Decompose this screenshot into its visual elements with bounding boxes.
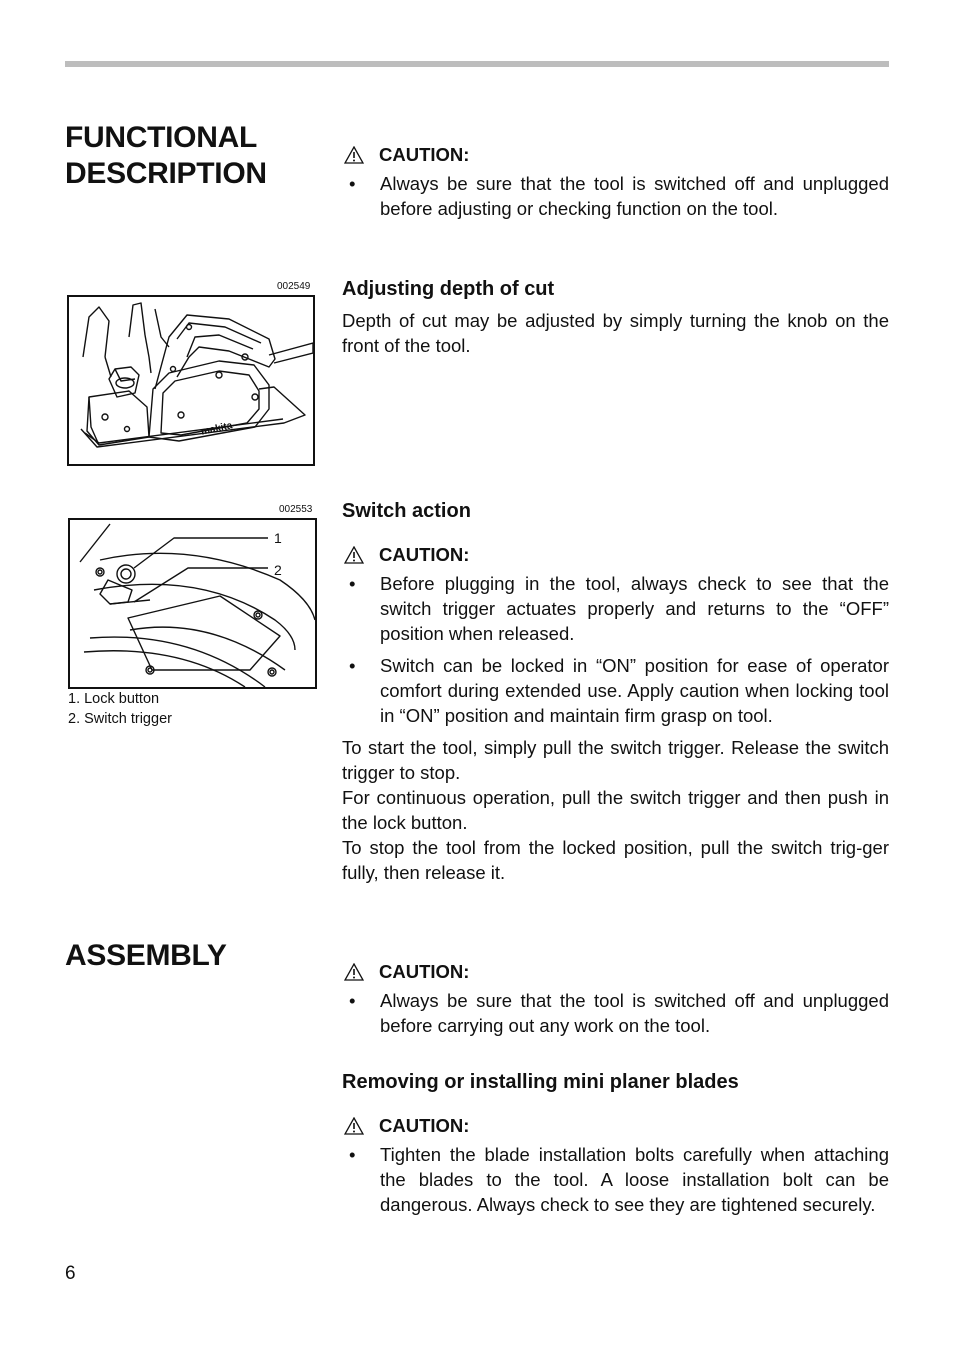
- list-item: • Always be sure that the tool is switched off and unplugged before carrying out any work on the tool.: [349, 990, 889, 1036]
- subheading-depth-of-cut: Adjusting depth of cut: [342, 278, 555, 300]
- caution-heading: [342, 542, 889, 567]
- switch-illustration: [70, 520, 315, 687]
- heading-functional-description: FUNCTIONAL DESCRIPTION: [65, 121, 267, 190]
- heading-assembly: ASSEMBLY: [65, 939, 227, 972]
- warning-triangle-icon: [344, 1117, 364, 1135]
- paragraph: For continuous operation, pull the switch trigger and then push in the lock button.: [342, 787, 889, 833]
- figure-legend: [68, 689, 172, 729]
- top-rule: [65, 61, 889, 67]
- switch-action-section: [342, 498, 889, 885]
- caution-heading: [342, 1113, 889, 1138]
- legend-item-switch-trigger: 2. Switch trigger: [68, 711, 172, 727]
- figure-1-code: 002549: [277, 281, 311, 292]
- subheading-switch-action: Switch action: [342, 500, 471, 522]
- list-item: • Before plugging in the tool, always check to see that the switch trigger actuates properly and returns to the “OFF” position when released.: [349, 573, 889, 644]
- caution-block-1: [342, 142, 889, 228]
- warning-triangle-icon: [344, 146, 364, 164]
- page-number: 6: [65, 1263, 76, 1284]
- blades-section: [342, 1069, 889, 1224]
- planer-illustration: [69, 297, 313, 464]
- paragraph: To start the tool, simply pull the switch trigger. Release the switch trigger to stop.: [342, 737, 889, 783]
- caution-heading: [342, 959, 889, 984]
- list-item: • Tighten the blade installation bolts carefully when attaching the blades to the tool. A loose installation bolt can be dangerous. Always check to see they are tightened securely.: [349, 1144, 889, 1215]
- depth-of-cut-section: [342, 276, 889, 358]
- warning-triangle-icon: [344, 963, 364, 981]
- warning-triangle-icon: [344, 546, 364, 564]
- caution-label: CAUTION:: [379, 961, 470, 982]
- callout-1: 1: [274, 530, 282, 546]
- legend-item-lock-button: 1. Lock button: [68, 691, 160, 707]
- figure-2-code: 002553: [279, 504, 313, 515]
- figure-switch-closeup: [68, 518, 317, 689]
- paragraph: To stop the tool from the locked position, pull the switch trig-ger fully, then release it.: [342, 837, 889, 883]
- figure-planer-depth-knob: [67, 295, 315, 466]
- caution-label: CAUTION:: [379, 1115, 470, 1136]
- subheading-blades: Removing or installing mini planer blades: [342, 1071, 739, 1093]
- caution-heading: [342, 142, 889, 167]
- caution-label: CAUTION:: [379, 144, 470, 165]
- caution-block-assembly: [342, 959, 889, 1045]
- caution-label: CAUTION:: [379, 544, 470, 565]
- brand-logo: makita: [200, 420, 234, 438]
- depth-of-cut-text: Depth of cut may be adjusted by simply turning the knob on the front of the tool.: [342, 310, 889, 356]
- callout-2: 2: [274, 562, 282, 578]
- list-item: • Switch can be locked in “ON” position for ease of operator comfort during extended use. Apply caution when locking tool in “ON” position and maintain firm grasp on tool.: [349, 655, 889, 726]
- list-item: • Always be sure that the tool is switched off and unplugged before adjusting or checking function on the tool.: [349, 173, 889, 219]
